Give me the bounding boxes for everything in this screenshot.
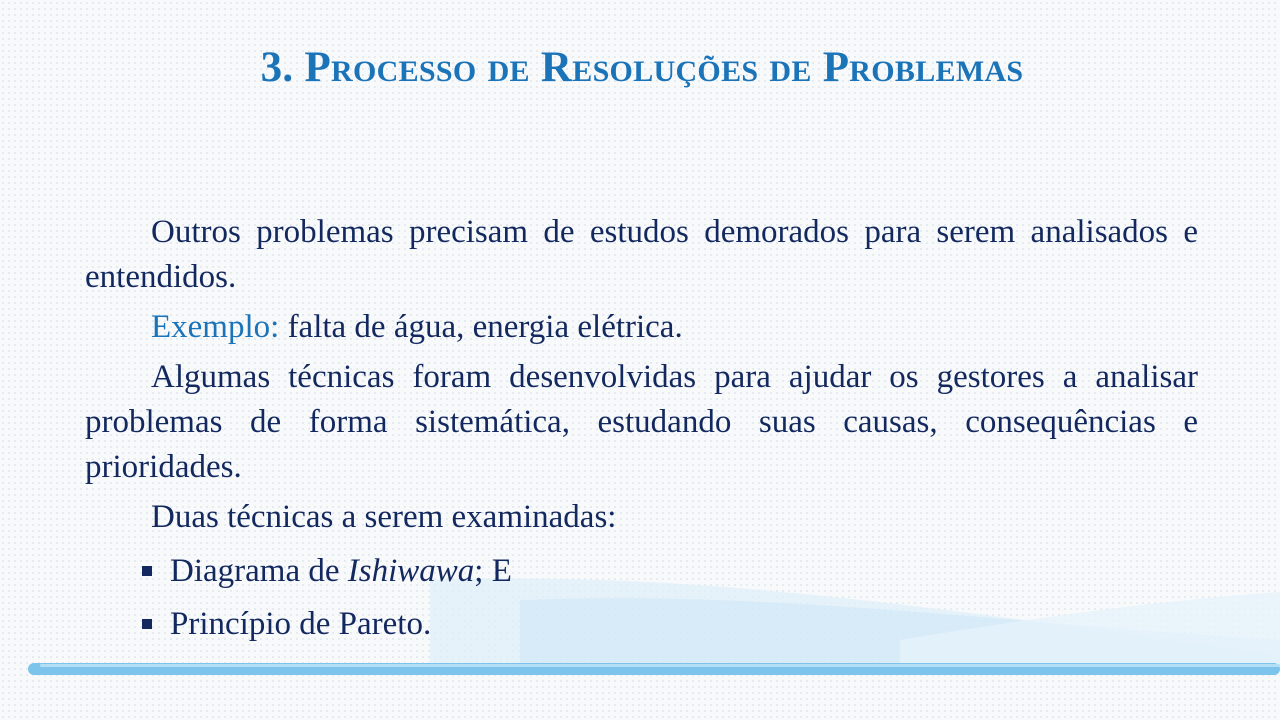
bullet-text-italic: Ishiwawa <box>347 553 475 589</box>
slide-title: 3. Processo de Resoluções de Problemas <box>260 44 1024 91</box>
list-item <box>142 602 1198 647</box>
bullet-text-suffix: ; E <box>474 553 512 589</box>
example-label: Exemplo: <box>151 309 280 345</box>
paragraph-other-problems: Outros problemas precisam de estudos demorados para serem analisados e entendidos. <box>85 214 1198 295</box>
accent-bar-highlight <box>40 664 1280 667</box>
bullet-text-prefix: Diagrama de <box>170 553 348 589</box>
bullet-text: Princípio de Pareto. <box>170 606 432 642</box>
paragraph-two-techniques: Duas técnicas a serem examinadas: <box>151 499 617 535</box>
slide-body <box>85 210 1198 655</box>
example-text: falta de água, energia elétrica. <box>279 309 683 345</box>
techniques-list <box>85 549 1198 647</box>
paragraph-example <box>85 305 1198 350</box>
paragraph-techniques: Algumas técnicas foram desenvolvidas para ajudar os gestores a analisar problemas de forma sistemática, estudando suas causas, consequências e prioridades. <box>85 359 1198 485</box>
square-bullet-icon <box>142 566 152 576</box>
list-item <box>142 549 1198 594</box>
square-bullet-icon <box>142 619 152 629</box>
